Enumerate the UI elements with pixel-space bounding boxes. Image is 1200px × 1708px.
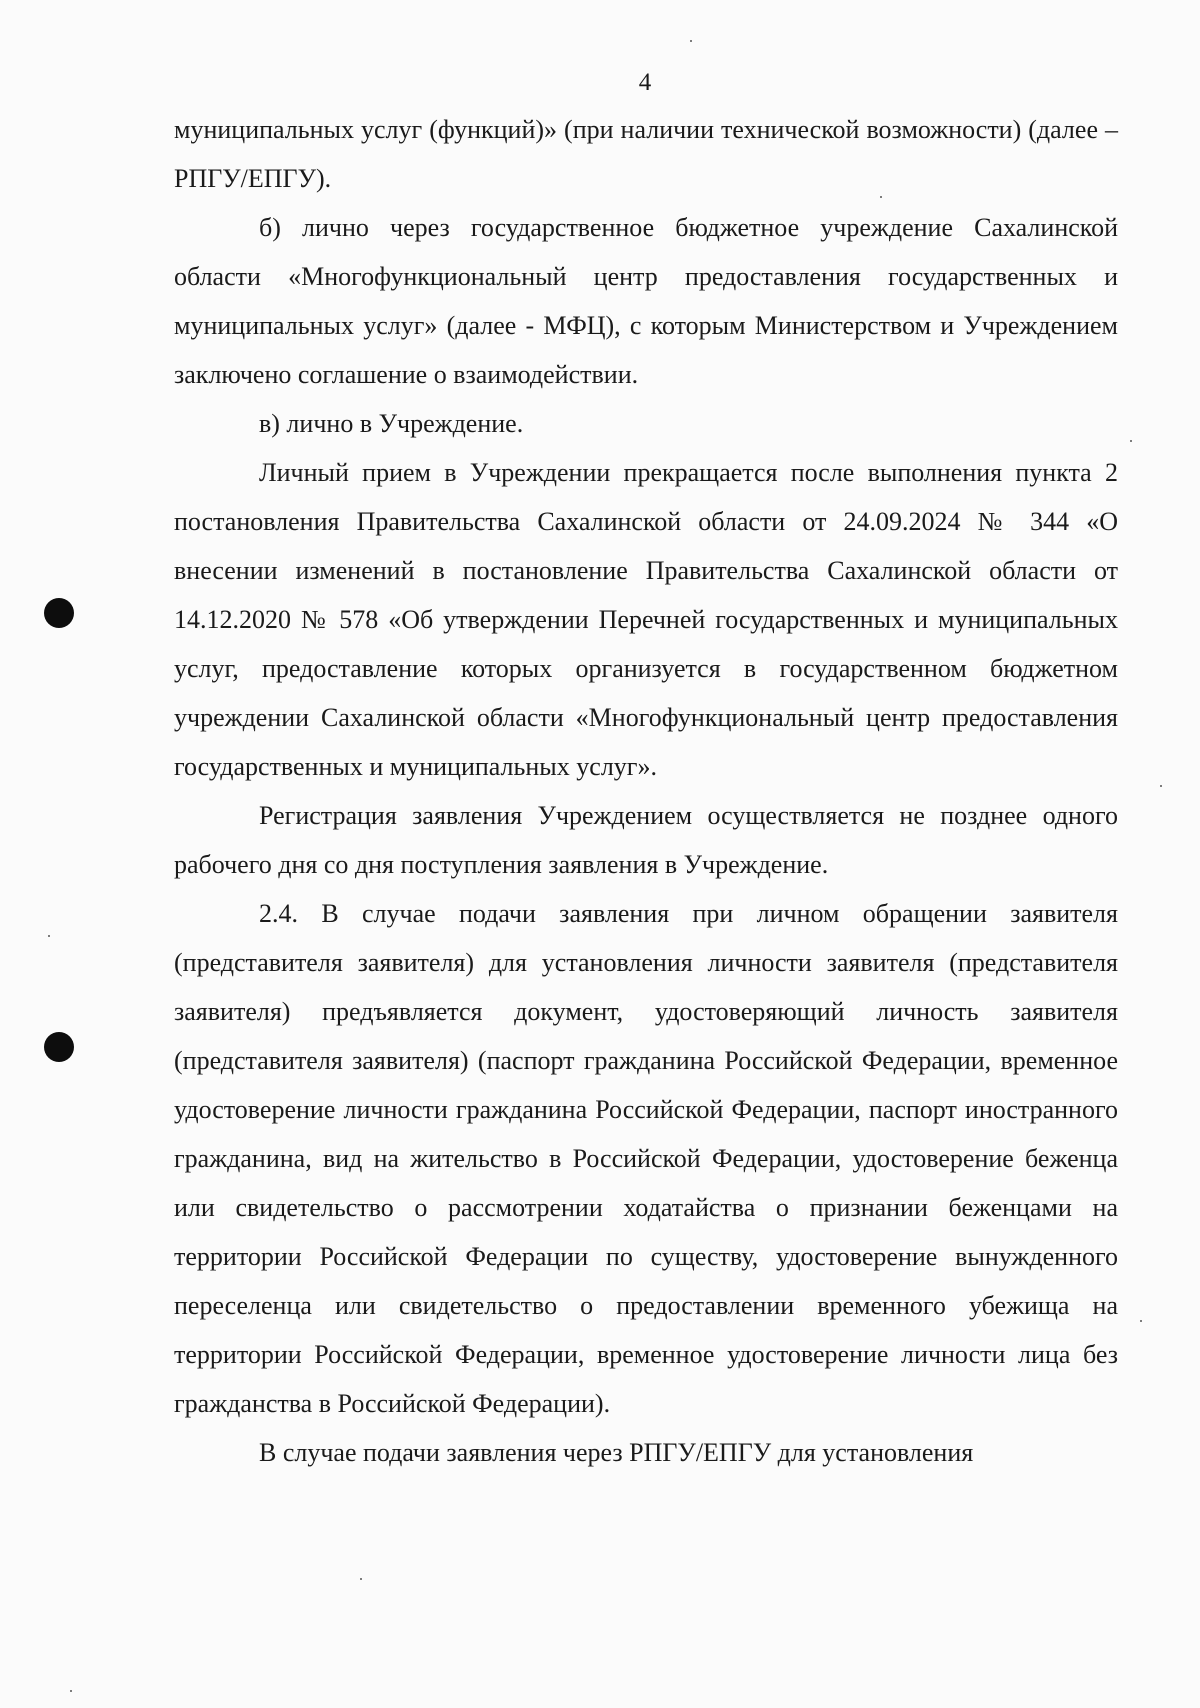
- page-number: 4: [638, 69, 652, 96]
- scan-speck: [690, 40, 692, 42]
- paragraph-personal-reception: Личный прием в Учреждении прекращается после выполнения пункта 2 постановления Правительства Сахалинской области от 24.09.2024 № 344 «О внесении изменений в постановление Правительства Сахалинской области от 14.12.2020 № 578 «Об утверждении Перечней государственных и муниципальных услуг, предоставление которых организуется в государственном бюджетном учреждении Сахалинской области «Многофункциональный центр предоставления государственных и муниципальных услуг».: [174, 458, 1118, 781]
- paragraph-online-submission: В случае подачи заявления через РПГУ/ЕПГУ для установления: [259, 1438, 974, 1467]
- scan-speck: [70, 1690, 72, 1692]
- scan-speck: [48, 935, 50, 937]
- scan-speck: [1160, 785, 1162, 787]
- document-body: [174, 105, 1118, 1477]
- scan-speck: [1140, 1320, 1142, 1322]
- paragraph-continuation: муниципальных услуг (функций)» (при наличии технической возможности) (далее – РПГУ/ЕПГУ).: [174, 115, 1118, 193]
- paragraph-registration: Регистрация заявления Учреждением осуществляется не позднее одного рабочего дня со дня поступления заявления в Учреждение.: [174, 801, 1118, 879]
- scan-speck: [360, 1578, 362, 1580]
- paragraph-item-v: в) лично в Учреждение.: [259, 409, 524, 438]
- hole-punch-mark-top: [44, 598, 74, 628]
- paragraph-item-b: б) лично через государственное бюджетное учреждение Сахалинской области «Многофункциональный центр предоставления государственных и муниципальных услуг» (далее - МФЦ), с которым Министерством и Учреждением заключено соглашение о взаимодействии.: [174, 213, 1118, 389]
- hole-punch-mark-bottom: [44, 1032, 74, 1062]
- scan-speck: [1130, 440, 1132, 442]
- paragraph-section-2-4: 2.4. В случае подачи заявления при личном обращении заявителя (представителя заявителя) для установления личности заявителя (представителя заявителя) предъявляется документ, удостоверяющий личность заявителя (представителя заявителя) (паспорт гражданина Российской Федерации, временное удостоверение личности гражданина Российской Федерации, паспорт иностранного гражданина, вид на жительство в Российской Федерации, удостоверение беженца или свидетельство о рассмотрении ходатайства о признании беженцами на территории Российской Федерации по существу, удостоверение вынужденного переселенца или свидетельство о предоставлении временного убежища на территории Российской Федерации, временное удостоверение личности лица без гражданства в Российской Федерации).: [174, 899, 1118, 1418]
